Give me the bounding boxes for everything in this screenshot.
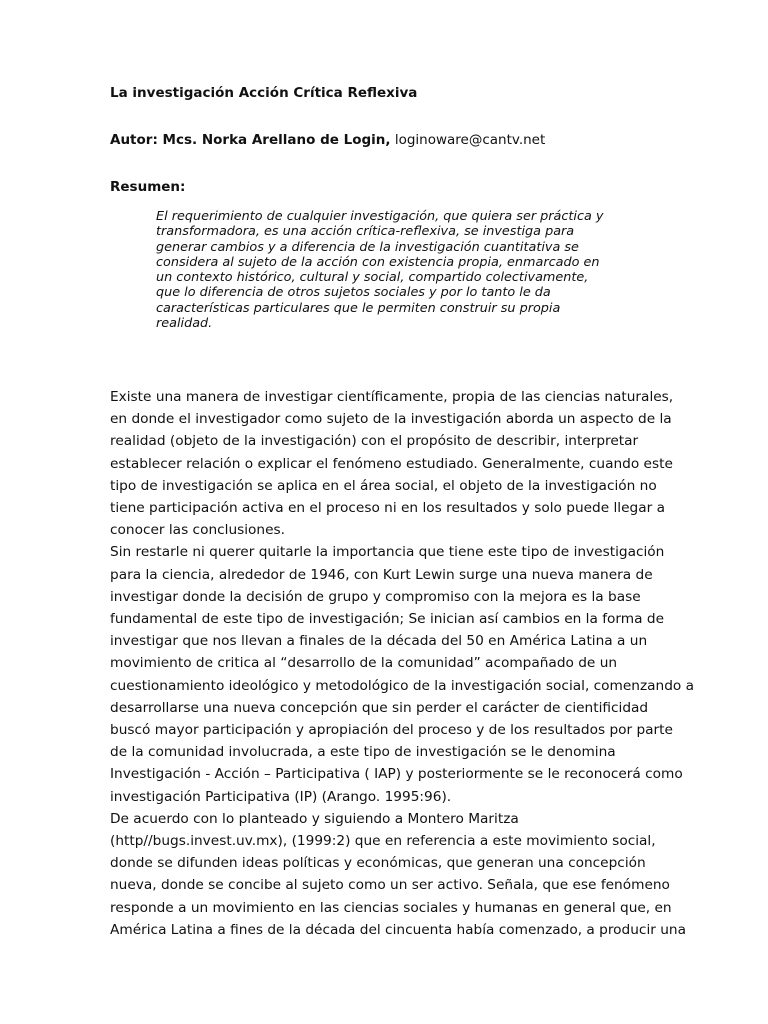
abstract-line: que lo diferencia de otros sujetos sociales y por lo tanto le da [156, 285, 551, 301]
body-line: tiene participación activa en el proceso ni en los resultados y solo puede llegar a [110, 500, 665, 517]
body-line: fundamental de este tipo de investigación; Se inician así cambios en la forma de [110, 611, 664, 628]
author-line [110, 132, 545, 148]
body-line: en donde el investigador como sujeto de la investigación aborda un aspecto de la [110, 411, 672, 428]
abstract-text [156, 209, 604, 331]
abstract-heading: Resumen: [110, 179, 186, 195]
author-email: loginoware@cantv.net [394, 132, 546, 148]
abstract-line: considera al sujeto de la acción con existencia propia, enmarcado en [156, 254, 600, 270]
body-line: para la ciencia, alrededor de 1946, con Kurt Lewin surge una nueva manera de [110, 566, 653, 583]
body-line: (http//bugs.invest.uv.mx), (1999:2) que en referencia a este movimiento social, [110, 833, 656, 850]
body-line: buscó mayor participación y apropiación del proceso y de los resultados por parte [110, 722, 673, 739]
abstract-line: un contexto histórico, cultural y social, compartido colectivamente, [156, 270, 589, 286]
body-line: Investigación - Acción – Participativa ( IAP) y posteriormente se le reconocerá como [110, 766, 683, 783]
body-line: tipo de investigación se aplica en el área social, el objeto de la investigación no [110, 477, 657, 494]
abstract-line: realidad. [156, 316, 213, 332]
body-line: desarrollarse una nueva concepción que sin perder el carácter de cientificidad [110, 699, 649, 716]
author-name: Autor: Mcs. Norka Arellano de Login, [110, 132, 391, 148]
body-line: conocer las conclusiones. [110, 522, 286, 539]
body-line: investigación Participativa (IP) (Arango. 1995:96). [110, 788, 452, 805]
body-line: nueva, donde se concibe al sujeto como un ser activo. Señala, que ese fenómeno [110, 877, 670, 894]
body-line: cuestionamiento ideológico y metodológico de la investigación social, comenzando a [110, 677, 695, 694]
body-line: Existe una manera de investigar científicamente, propia de las ciencias naturales, [110, 389, 674, 405]
body-line: América Latina a fines de la década del cincuenta había comenzado, a producir una [110, 921, 686, 938]
body-line: responde a un movimiento en las ciencias sociales y humanas en general que, en [110, 899, 672, 916]
body-line: investigar que nos llevan a finales de la década del 50 en América Latina a un [110, 633, 648, 650]
body-line: Sin restarle ni querer quitarle la importancia que tiene este tipo de investigación [110, 544, 665, 561]
document-title: La investigación Acción Crítica Reflexiva [110, 85, 418, 101]
body-line: donde se difunden ideas políticas y económicas, que generan una concepción [110, 855, 646, 872]
abstract-line: transformadora, es una acción crítica-reflexiva, se investiga para [156, 224, 575, 240]
body-line: realidad (objeto de la investigación) con el propósito de describir, interpretar [110, 433, 639, 450]
body-text [110, 386, 694, 941]
abstract-line: generar cambios y a diferencia de la investigación cuantitativa se [156, 239, 579, 255]
body-line: De acuerdo con lo planteado y siguiendo a Montero Maritza [110, 810, 519, 827]
abstract-line: características particulares que le permiten construir su propia [156, 300, 561, 316]
abstract-line: El requerimiento de cualquier investigación, que quiera ser práctica y [156, 209, 604, 224]
body-line: de la comunidad involucrada, a este tipo de investigación se le denomina [110, 744, 616, 761]
body-line: investigar donde la decisión de grupo y compromiso con la mejora es la base [110, 588, 641, 605]
body-line: establecer relación o explicar el fenómeno estudiado. Generalmente, cuando este [110, 455, 673, 472]
body-line: movimiento de critica al “desarrollo de la comunidad” acompañado de un [110, 655, 618, 672]
